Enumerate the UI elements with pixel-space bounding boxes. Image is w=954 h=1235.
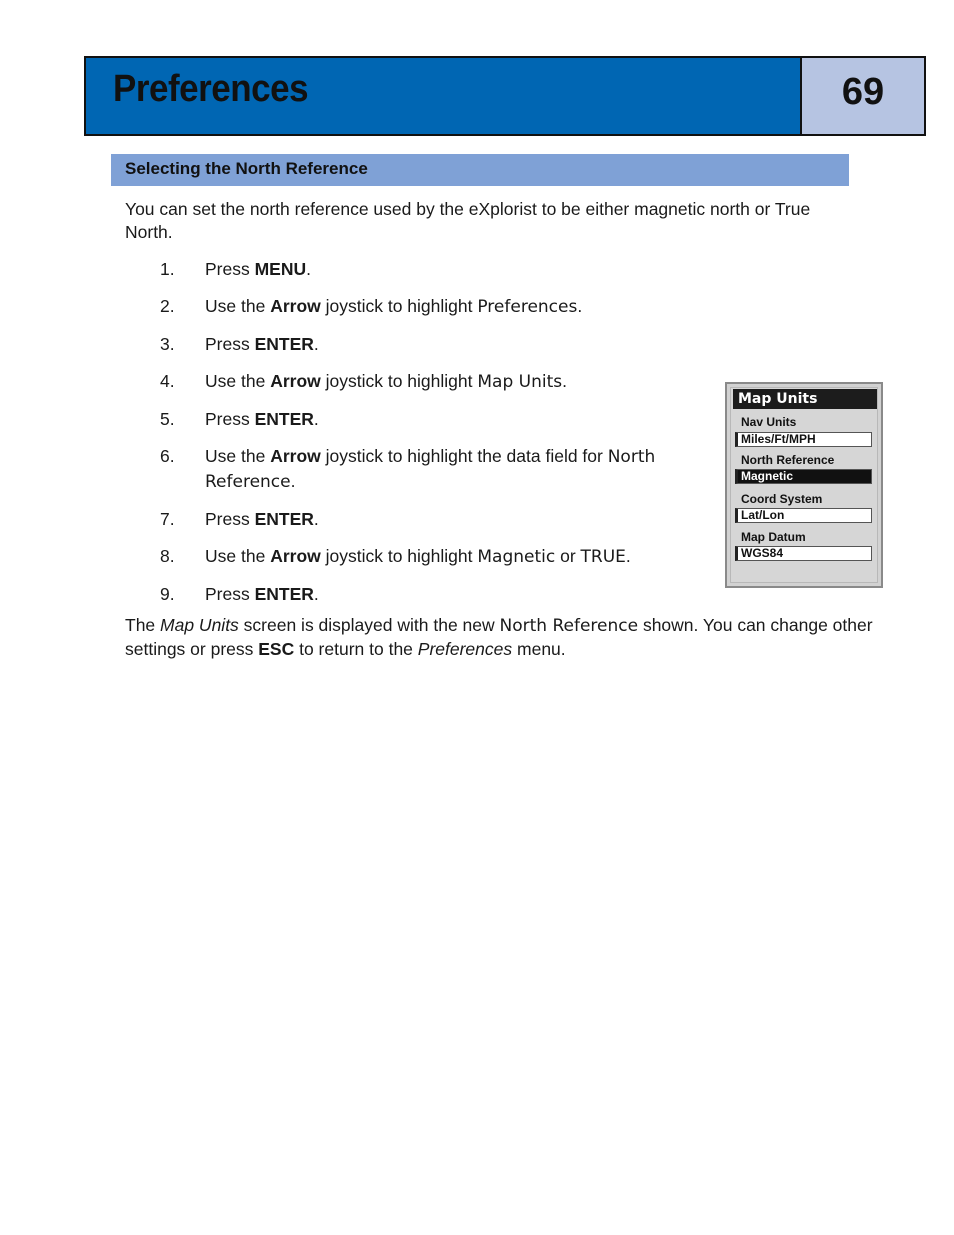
device-screen [730,387,878,583]
step-text: Use the Arrow joystick to highlight Preferences. [205,296,583,317]
step-item [158,369,718,394]
step-item [158,257,718,281]
page-number: 69 [841,71,885,113]
step-number: 4. [160,371,175,391]
page-header [84,56,926,136]
chapter-title: Preferences [113,68,309,110]
step-text: Press ENTER. [205,584,319,604]
step-number: 8. [160,546,175,566]
device-screenshot [725,382,883,588]
map-datum-label: Map Datum [741,530,806,544]
step-item [158,332,718,356]
step-number: 3. [160,334,175,354]
step-text: Press MENU. [205,259,312,279]
step-item [158,544,718,569]
screen-title: Map Units [733,389,877,409]
step-number: 9. [160,584,175,604]
nav-units-field[interactable]: Miles/Ft/MPH [735,432,872,447]
section-header [111,154,849,186]
step-item [158,407,718,431]
step-number: 7. [160,509,175,529]
step-item [158,582,718,606]
outro-paragraph: The Map Units screen is displayed with the new North Reference shown. You can change other settings or press ESC to return to the Preferences menu. [125,615,873,659]
step-item [158,294,718,319]
steps-list [158,257,718,619]
north-reference-field[interactable]: Magnetic [735,469,872,484]
map-datum-field[interactable]: WGS84 [735,546,872,561]
nav-units-label: Nav Units [741,415,797,429]
step-text: Press ENTER. [205,509,319,529]
step-item [158,507,718,531]
step-text: Use the Arrow joystick to highlight Magnetic or TRUE. [205,546,631,567]
step-number: 5. [160,409,175,429]
step-number: 1. [160,259,175,279]
step-text: Use the Arrow joystick to highlight the data field for North Reference. [205,446,656,492]
step-text: Press ENTER. [205,409,319,429]
step-number: 6. [160,446,175,466]
step-number: 2. [160,296,175,316]
coord-system-label: Coord System [741,492,823,506]
north-reference-label: North Reference [741,453,835,467]
step-item [158,444,718,494]
header-title-panel [86,58,802,134]
step-text: Press ENTER. [205,334,319,354]
section-title: Selecting the North Reference [125,159,368,178]
page-number-panel [802,58,924,134]
coord-system-field[interactable]: Lat/Lon [735,508,872,523]
step-text: Use the Arrow joystick to highlight Map Units. [205,371,567,392]
intro-paragraph: You can set the north reference used by the eXplorist to be either magnetic north or True North. [125,199,811,242]
